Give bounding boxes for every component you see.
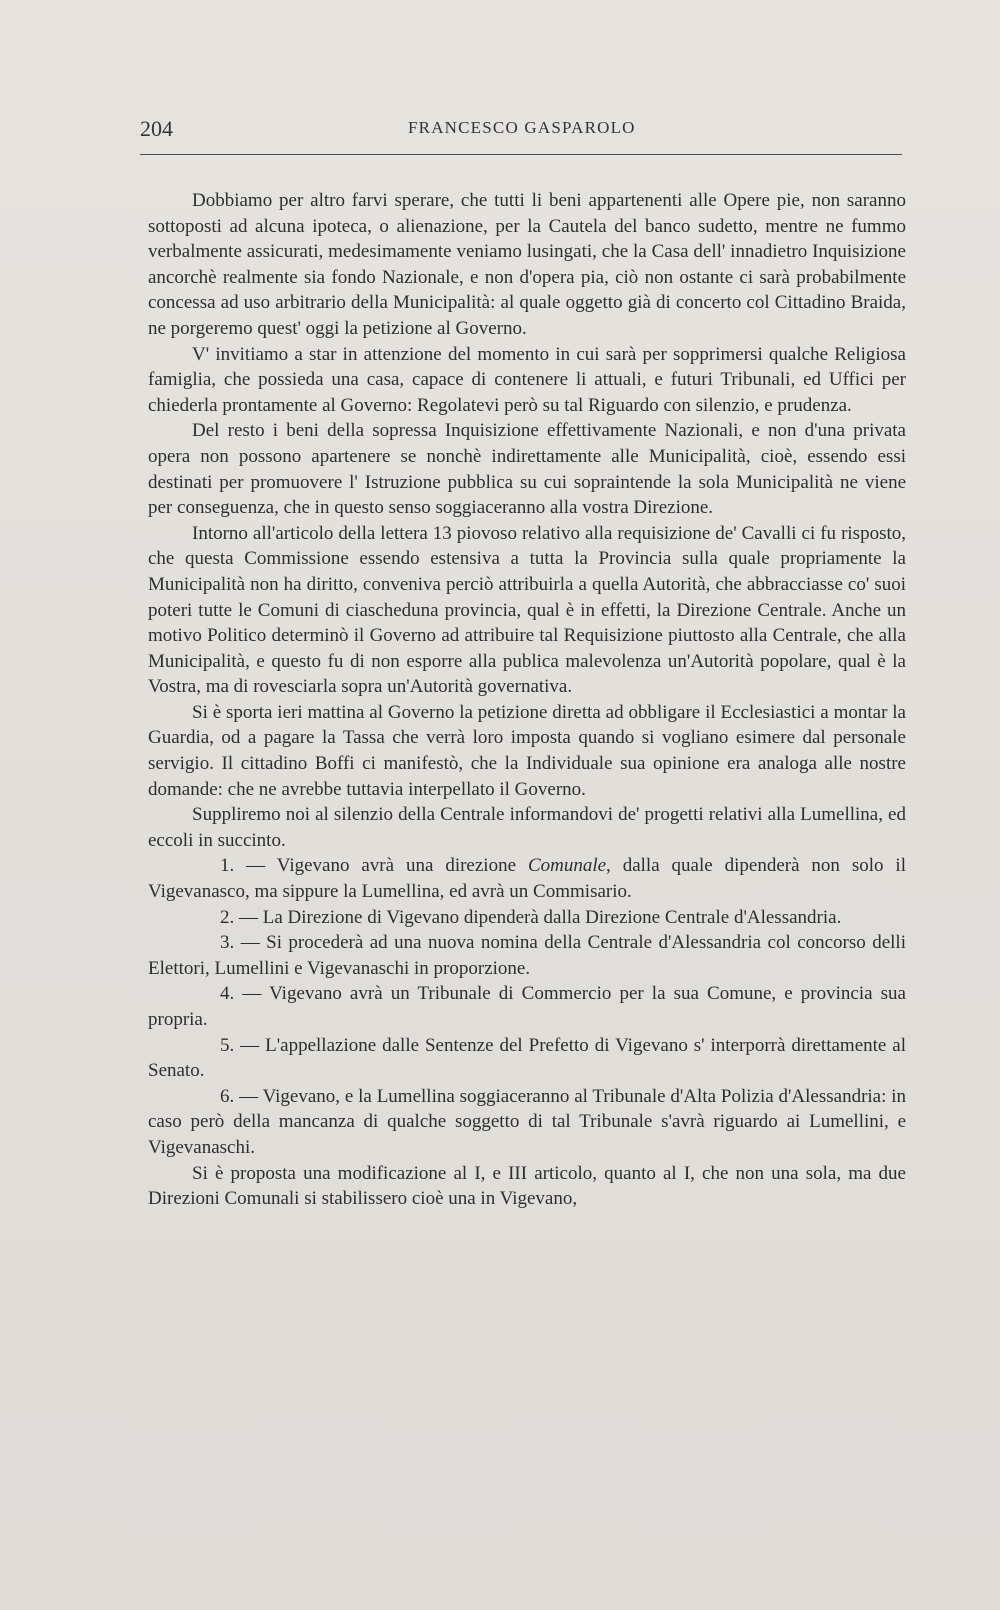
paragraph: Intorno all'articolo della lettera 13 piovoso relativo alla requisizione de' Cavalli ci fu risposto, che questa Commissione essendo estensiva a tutta la Provincia sulla quale propriamente la Municipalità non ha diritto, conveniva perciò attribuirla a quella Autorità, che abbracciasse co' suoi poteri tutte le Comuni di ciascheduna provincia, qual è in effetti, la Direzione Centrale. Anche un motivo Politico determinò il Governo ad attribuire tal Requisizione piuttosto alla Centrale, che alla Municipalità, e questo fu di non esporre alla publica malevolenza un'Autorità popolare, qual è la Vostra, ma di rovesciarla sopra un'Autorità governativa. [148,522,906,698]
paragraph: Si è sporta ieri mattina al Governo la petizione diretta ad obbligare il Ecclesiastici a montar la Guardia, od a pagare la Tassa che verrà loro imposta quando si vogliano esimere dal personale servigio. Il cittadino Boffi ci manifestò, che la Individuale sua opinione era analoga alle nostre domande: che ne avrebbe tuttavia interpellato il Governo. [148,701,906,800]
paragraph: Del resto i beni della sopressa Inquisizione effettivamente Nazionali, e non d'una privata opera non possono apartenere se nonchè indirettamente alle Municipalità, cioè, essendo essi destinati per promuovere l' Istruzione pubblica su cui sopraintende la sola Municipalità ne viene per conseguenza, che in questo senso soggiaceranno alla vostra Direzione. [148,420,906,519]
item-text: 1. — Vigevano avrà una direzione [220,855,528,877]
paragraph: Dobbiamo per altro farvi sperare, che tutti li beni appartenenti alle Opere pie, non saranno sottoposti ad alcuna ipoteca, o alienazione, per la Cautela del banco sudetto, mentre ne fummo verbalmente assicurati, medesimamente veniamo lusingati, che la Casa dell' innadietro Inquisizione ancorchè realmente sia fondo Nazionale, e non d'opera pia, ciò non ostante ci sarà probabilmente concessa ad uso arbitrario della Municipalità: al quale oggetto già di concerto col Cittadino Braida, ne porgeremo quest' oggi la petizione al Governo. [148,190,906,339]
list-item: 4. — Vigevano avrà un Tribunale di Commercio per la sua Comune, e provincia sua propria. [148,983,906,1030]
running-head: FRANCESCO GASPAROLO [408,118,636,137]
item-emphasis: Comunale [527,855,607,877]
body-text [148,188,906,1212]
paragraph: V' invitiamo a star in attenzione del momento in cui sarà per sopprimersi qualche Religiosa famiglia, che possieda una casa, capace di contenere li attuali, e futuri Tribunali, ed Uffici per chiederla prontamente al Governo: Regolatevi però su tal Riguardo con silenzio, e prudenza. [148,343,906,416]
header-rule [140,154,902,155]
paragraph: Suppliremo noi al silenzio della Centrale informandovi de' progetti relativi alla Lumellina, ed eccoli in succinto. [148,804,906,851]
page-number: 204 [140,116,173,141]
paragraph: Si è proposta una modificazione al I, e III articolo, quanto al I, che non una sola, ma due Direzioni Comunali si stabilissero cioè una in Vigevano, [148,1162,906,1210]
list-item: 2. — La Direzione di Vigevano dipenderà dalla Direzione Centrale d'Alessandria. [220,906,842,928]
list-item: 6. — Vigevano, e la Lumellina soggiaceranno al Tribunale d'Alta Polizia d'Alessandria: in caso però della mancanza di qualche soggetto di tal Tribunale s'avrà riguardo ai Lumellini, e Vigevanaschi. [148,1085,906,1158]
item-text: , dalla quale dipenderà non solo il Vigevanasco, ma sippure la Lumellina, ed avrà un Commisario. [148,855,906,903]
list-item: 5. — L'appellazione dalle Sentenze del Prefetto di Vigevano s' interporrà direttamente al Senato. [148,1034,906,1082]
list-item [148,853,906,904]
list-item: 3. — Si procederà ad una nuova nomina della Centrale d'Alessandria col concorso delli Elettori, Lumellini e Vigevanaschi in proporzione. [148,932,906,979]
page-header [140,116,900,156]
